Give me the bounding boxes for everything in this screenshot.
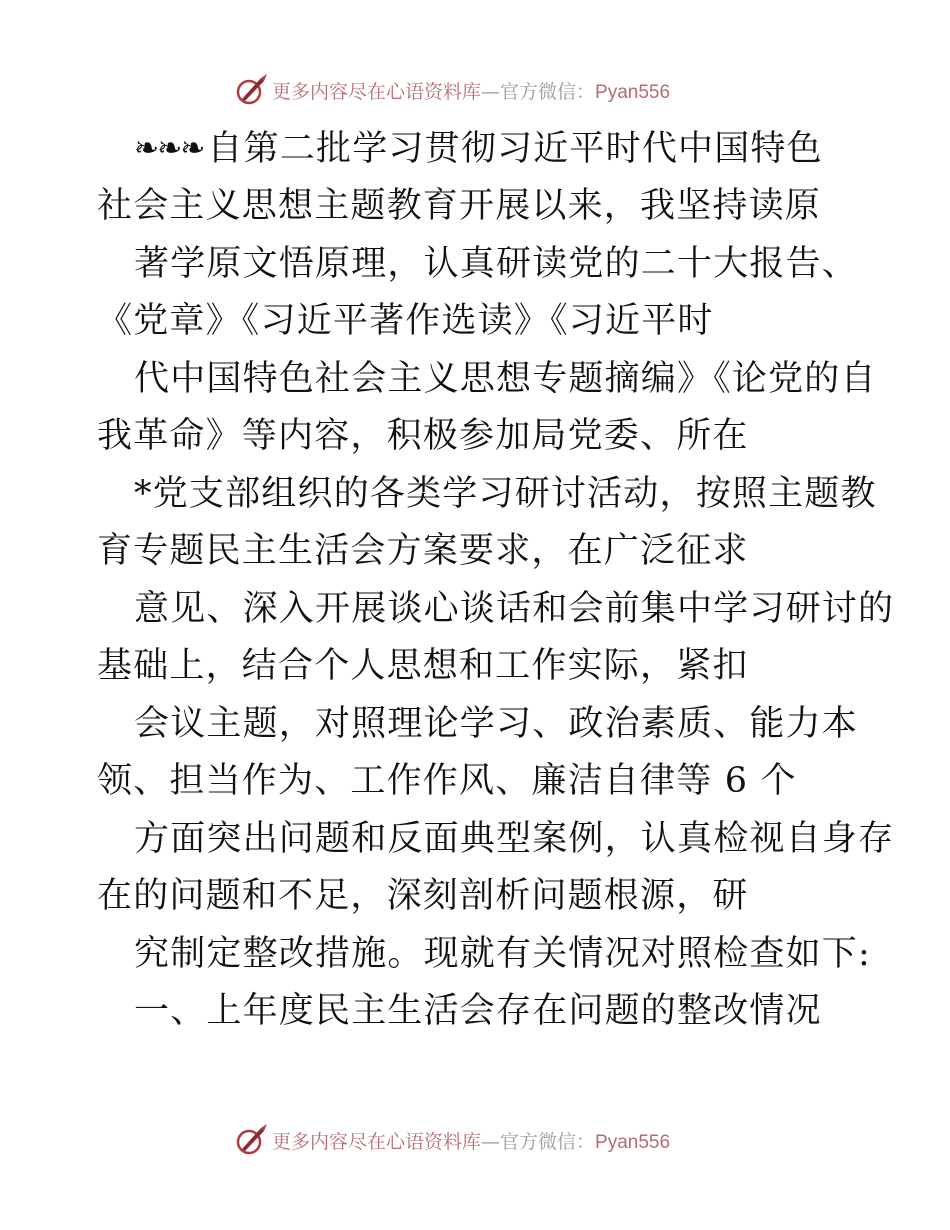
body-line: 社会主义思想主题教育开展以来，我坚持读原	[97, 186, 822, 226]
fleuron-ornament-icon: ❧❧❧	[134, 131, 204, 166]
body-line	[134, 123, 823, 175]
body-line: 意见、深入开展谈心谈话和会前集中学习研讨的	[134, 589, 895, 629]
body-line: 代中国特色社会主义思想专题摘编》《论党的自	[134, 359, 877, 399]
watermark-text	[272, 1127, 670, 1154]
body-line: 在的问题和不足，深刻剖析问题根源，研	[97, 876, 749, 916]
body-line: 领、担当作为、工作作风、廉洁自律等 6 个	[97, 761, 797, 801]
body-line: 究制定整改措施。现就有关情况对照检查如下:	[134, 934, 871, 974]
watermark-wechat-id: Pyan556	[595, 1131, 671, 1153]
body-line: 育专题民主生活会方案要求，在广泛征求	[97, 531, 749, 571]
body-line: 我革命》等内容，积极参加局党委、所在	[97, 416, 749, 456]
body-line: 著学原文悟原理，认真研读党的二十大报告、	[134, 244, 859, 284]
body-line: 基础上，结合个人思想和工作实际，紧扣	[97, 646, 749, 686]
watermark-wechat-label: —官方微信：	[481, 80, 596, 103]
body-line: 《党章》《习近平著作选读》《习近平时	[97, 301, 714, 341]
body-line: *党支部组织的各类学习研讨活动，按照主题教	[134, 474, 877, 514]
watermark-wechat-id: Pyan556	[595, 81, 671, 103]
body-line-text: 自第二批学习贯彻习近平时代中国特色	[207, 129, 823, 169]
quill-logo-icon	[234, 1123, 268, 1157]
body-line: 方面突出问题和反面典型案例，认真检视自身存	[134, 819, 895, 859]
footer-watermark	[234, 1122, 670, 1158]
section-heading: 一、上年度民主生活会存在问题的整改情况	[134, 991, 822, 1031]
watermark-site-name: 更多内容尽在心语资料库	[272, 1130, 482, 1153]
header-watermark	[234, 72, 670, 108]
watermark-wechat-label: —官方微信：	[481, 1130, 596, 1153]
body-line: 会议主题，对照理论学习、政治素质、能力本	[134, 704, 859, 744]
watermark-text	[272, 77, 670, 104]
watermark-site-name: 更多内容尽在心语资料库	[272, 80, 482, 103]
quill-logo-icon	[234, 73, 268, 107]
